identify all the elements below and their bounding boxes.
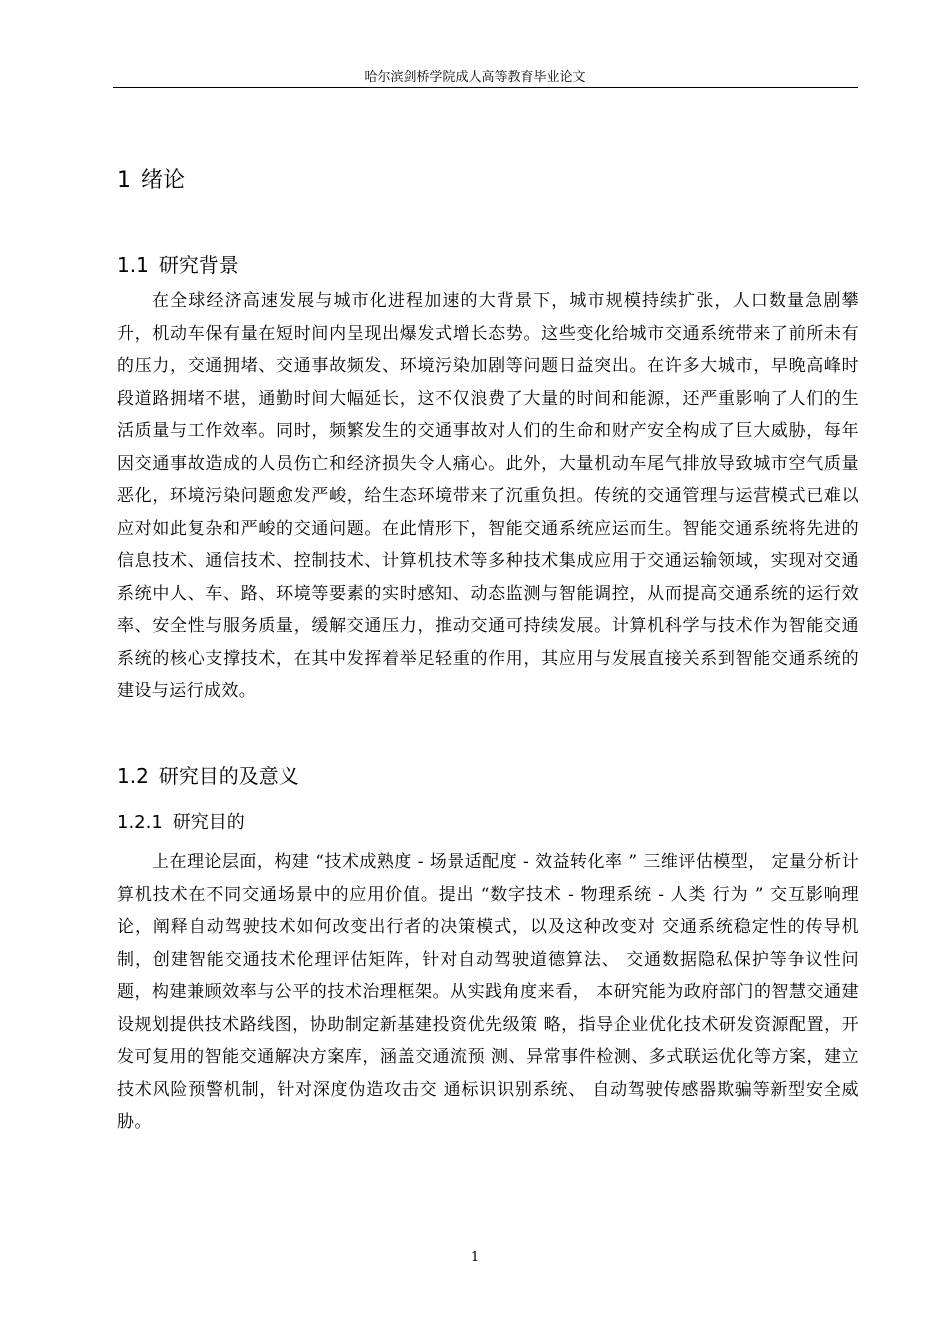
- section-heading-1-1: [117, 249, 239, 278]
- subsection-title: 研究目的: [172, 812, 245, 833]
- body-paragraph-background: 在全球经济高速发展与城市化进程加速的大背景下，城市规模持续扩张，人口数量急剧攀升，机动车保有量在短时间内呈现出爆发式增长态势。这些变化给城市交通系统带来了前所未有的压力，交通拥堵、交通事故频发、环境污染加剧等问题日益突出。在许多大城市，早晚高峰时段道路拥堵不堪，通勤时间大幅延长，这不仅浪费了大量的时间和能源，还严重影响了人们的生活质量与工作效率。同时，频繁发生的交通事故对人们的生命和财产安全构成了巨大威胁，每年因交通事故造成的人员伤亡和经济损失令人痛心。此外，大量机动车尾气排放导致城市空气质量恶化，环境污染问题愈发严峻，给生态环境带来了沉重负担。传统的交通管理与运营模式已难以应对如此复杂和严峻的交通问题。在此情形下，智能交通系统应运而生。智能交通系统将先进的信息技术、通信技术、控制技术、计算机技术等多种技术集成应用于交通运输领域，实现对交通系统中人、车、路、环境等要素的实时感知、动态监测与智能调控，从而提高交通系统的运行效率、安全性与服务质量，缓解交通压力，推动交通可持续发展。计算机科学与技术作为智能交通系统的核心支撑技术，在其中发挥着举足轻重的作用，其应用与发展直接关系到智能交通系统的建设与运行成效。: [117, 291, 859, 701]
- header-rule: [113, 87, 858, 88]
- body-paragraph-purpose: 上在理论层面，构建 “技术成熟度 - 场景适配度 - 效益转化率 ” 三维评估模型， 定量分析计算机技术在不同交通场景中的应用价值。提出 “数字技术 - 物理系统 - 人类 行为 ” 交互影响理论，阐释自动驾驶技术如何改变出行者的决策模式，以及这种改变对 交通系统稳定性的传导机制，创建智能交通技术伦理评估矩阵，针对自动驾驶道德算法、 交通数据隐私保护等争议性问题，构建兼顾效率与公平的技术治理框架。从实践角度来看， 本研究能为政府部门的智慧交通建设规划提供技术路线图，协助制定新基建投资优先级策 略，指导企业优化技术研发资源配置，开发可复用的智能交通解决方案库，涵盖交通流预 测、异常事件检测、多式联运优化等方案，建立技术风险预警机制，针对深度伪造攻击交 通标识识别系统、 自动驾驶传感器欺骗等新型安全威胁。: [117, 852, 859, 1132]
- section-title: 研究目的及意义: [158, 764, 299, 788]
- chapter-number: 1: [117, 168, 131, 193]
- chapter-title: 绪论: [141, 168, 186, 193]
- chapter-heading: [117, 163, 185, 194]
- section-number: 1.2: [117, 764, 149, 788]
- subsection-heading-1-2-1: [117, 808, 245, 834]
- section-title: 研究背景: [158, 253, 239, 277]
- section-number: 1.1: [117, 253, 149, 277]
- running-header: 哈尔滨剑桥学院成人高等教育毕业论文: [364, 70, 586, 85]
- subsection-number: 1.2.1: [117, 812, 163, 833]
- page-number: 1: [470, 1250, 480, 1265]
- section-heading-1-2: [117, 760, 299, 789]
